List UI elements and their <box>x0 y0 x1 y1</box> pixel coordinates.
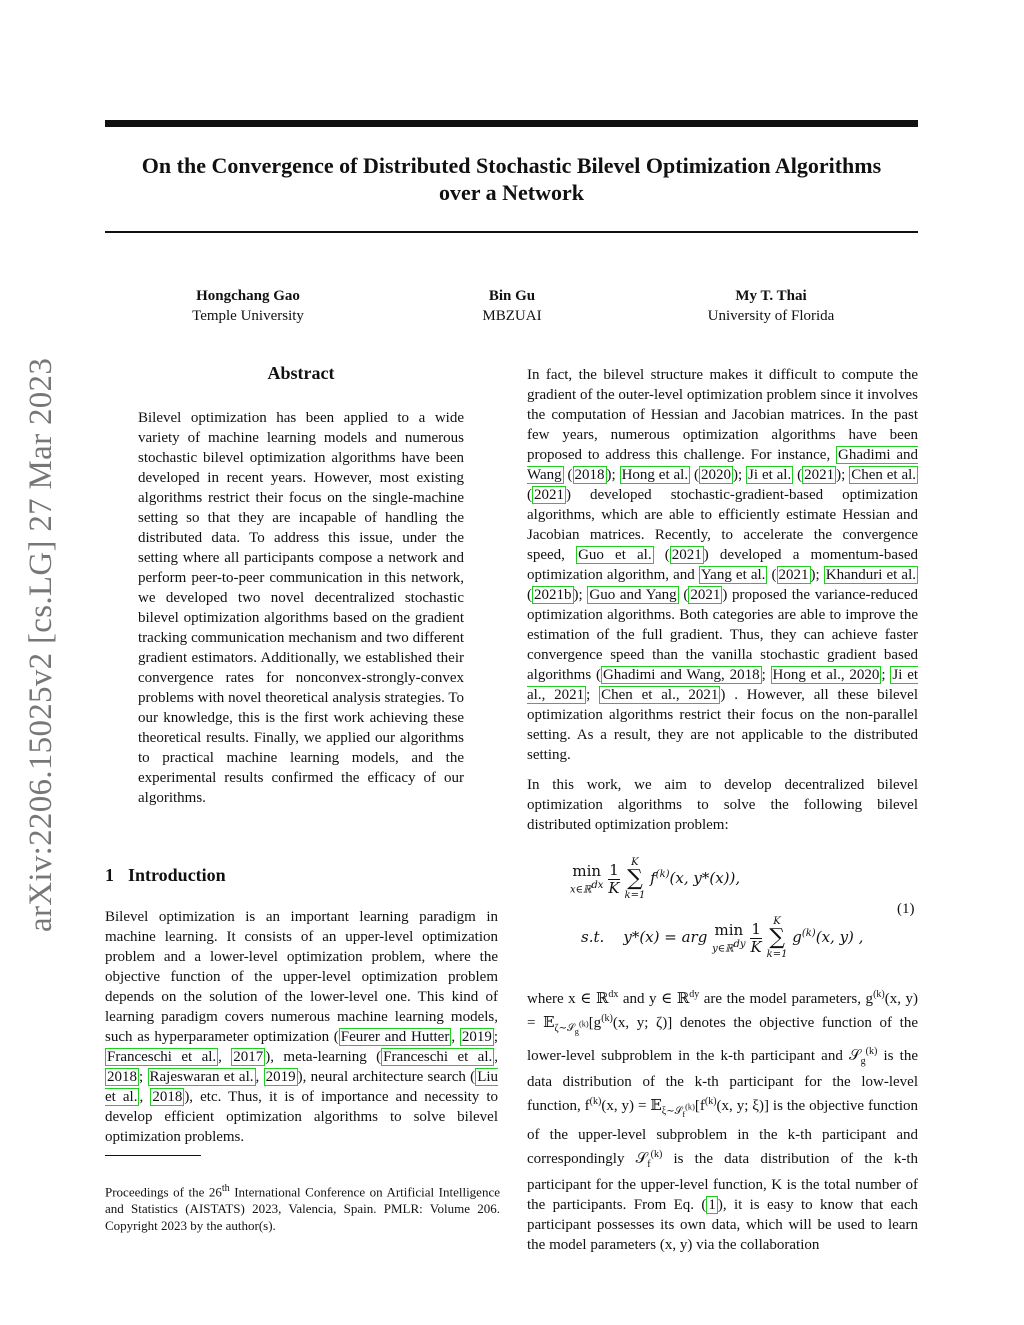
text-run: International Conference on Artificial Intelligence and Statistics (AISTATS) 2023, Valencia, Spain. PMLR: Volume 206. Copyright 2023 by the author(s). <box>105 1184 500 1234</box>
min-subscript: x∈ℝ <box>570 884 592 896</box>
right-paragraph-1: In fact, the bilevel structure makes it difficult to compute the gradient of the outer-level optimization problem since it involves the computation of Hessian and Jacobian matrices. In the past few years, numerous optimization algorithms have been proposed to address this challenge. For instance, Ghadimi and Wang ( 2018 ); Hong et al. ( 2020 ); Ji et al. ( 2021 ); Chen et al. ( 2021 ) developed stochastic-gradient-based optimization algorithms, which are able to efficiently estimate Hessian and Jacobian matrices. Recently, to accelerate the convergence speed, Guo et al. ( 2021 ) developed a momentum-based optimization algorithm, and Yang et al. ( 2021 ); Khanduri et al. ( 2021b ); Guo and Yang ( 2021 ) proposed the variance-reduced optimization algorithms. Both categories are able to improve the estimation of the full gradient. Thus, they can achieve faster convergence speed than the vanilla stochastic gradient based algorithms ( Ghadimi and Wang, 2018 ; Hong et al., 2020 ; Ji et al., 2021 ; Chen et al., 2021 ) . However, all these bilevel optimization algorithms restrict their focus on the non-parallel setting. As a result, they are not applicable to the distributed setting. <box>527 367 919 763</box>
author-name: Hongchang Gao <box>196 288 300 304</box>
citation-link[interactable]: Chen et al., 2021 <box>601 687 719 703</box>
text-run: (x, y) = 𝔼 <box>601 1098 662 1114</box>
citation-link[interactable]: Franceschi et al. <box>107 1049 217 1065</box>
subscript: f <box>647 1159 651 1170</box>
author-3 <box>691 286 851 326</box>
citation-link[interactable]: 2018 <box>152 1089 183 1105</box>
superscript: (k) <box>704 1096 717 1107</box>
citation-link[interactable]: Liu et al. <box>105 1069 499 1105</box>
sum-upper: K <box>773 916 781 927</box>
equation-number: (1) <box>897 901 915 917</box>
superscript: (k) <box>865 1046 878 1057</box>
min-label: min <box>572 862 602 881</box>
g-args: (x, y) , <box>815 928 864 946</box>
k-exponent: (k) <box>655 869 670 880</box>
subscript: g <box>860 1056 866 1067</box>
citation-link[interactable]: 2021 <box>778 567 809 583</box>
paper-title <box>105 152 918 206</box>
title-top-rule <box>105 120 918 127</box>
superscript: dx <box>608 989 619 1000</box>
equation-ref-link[interactable]: 1 <box>708 1197 716 1213</box>
author-affiliation: Temple University <box>192 308 304 324</box>
citation-link[interactable]: Feurer and Hutter <box>340 1029 450 1045</box>
dim-y: dy <box>733 939 746 951</box>
fraction <box>608 862 620 897</box>
citation-link[interactable]: 2021 <box>690 587 721 603</box>
section-number: 1 <box>105 865 114 885</box>
abstract-text: Bilevel optimization has been applied to a wide variety of machine learning models and numerous stochastic bilevel optimization algorithms have been developed in recent years. However, most existing algorithms restrict their focus on the single-machine setting so that they are incapable of handling the distributed data. To address this issue, under the setting where all participants compose a network and perform peer-to-peer communication in this network, we developed two novel decentralized stochastic bilevel optimization algorithms based on the gradient tracking communication mechanism and two different gradient estimators. Additionally, we established their convergence rates for nonconvex-strongly-convex problems with novel theoretical analysis strategies. To our knowledge, this is the first work achieving these theoretical results. Finally, we applied our algorithms to practical machine learning models, and the experimental results confirmed the efficacy of our algorithms. <box>138 410 464 806</box>
sum-operator <box>625 857 646 901</box>
text-run: ) developed stochastic-gradient-based optimization algorithms, which are able to efficiently estimate Hessian and Jacobian matrices. Recently, to accelerate the convergence speed, <box>527 487 918 563</box>
citation-link[interactable]: Ghadimi and Wang, 2018 <box>602 667 760 683</box>
citation-link[interactable]: Khanduri et al. <box>825 567 916 583</box>
text-run: (x, y; ξ)] is the objective function of the upper-level subproblem in the k-th participant and correspondingly 𝒮 <box>527 1098 919 1167</box>
text-run: ) developed a momentum-based optimization algorithm, and <box>527 547 918 583</box>
min-subscript: y∈ℝ <box>712 943 734 955</box>
text-run: (x, y) = 𝔼 <box>527 991 919 1031</box>
g-term: g <box>792 928 802 946</box>
title-bottom-rule <box>105 231 918 233</box>
denominator: K <box>750 937 762 956</box>
citation-link[interactable]: 2019 <box>265 1069 296 1085</box>
equation-line-2 <box>581 916 863 960</box>
citation-link[interactable]: Ji et al., 2021 <box>527 667 919 703</box>
min-operator <box>570 862 603 895</box>
citation-link[interactable]: Chen et al. <box>851 467 917 483</box>
citation-link[interactable]: 2021b <box>534 587 572 603</box>
citation-link[interactable]: 2021 <box>534 487 564 503</box>
title-line-2: over a Network <box>439 180 584 205</box>
sum-symbol: ∑ <box>627 866 643 891</box>
text-run: ), it is easy to know that each participant possesses its own data, which will be used to learn the model parameters (x, y) via the collaboration <box>527 1197 918 1253</box>
min-operator <box>712 921 745 954</box>
k-exponent: (k) <box>801 928 816 939</box>
citation-link[interactable]: 2018 <box>107 1069 137 1085</box>
sum-lower: k=1 <box>766 949 788 960</box>
arxiv-sidebar-id: arXiv:2206.15025v2 [cs.LG] 27 Mar 2023 <box>23 357 59 932</box>
citation-link[interactable]: 2019 <box>461 1029 492 1045</box>
citation-link[interactable]: Ghadimi and Wang <box>527 447 919 483</box>
superscript: th <box>221 1183 230 1194</box>
footnote <box>105 1180 500 1234</box>
author-affiliation: MBZUAI <box>482 308 542 324</box>
text-run: (x, y; ζ)] denotes the objective function of the lower-level subproblem in the k-th participant and 𝒮 <box>527 1015 918 1064</box>
section-heading <box>105 865 226 886</box>
fraction <box>750 921 762 956</box>
text-run: [g <box>588 1015 602 1031</box>
superscript: (k) <box>873 989 885 1000</box>
citation-link[interactable]: Franceschi et al. <box>383 1049 493 1065</box>
author-name: My T. Thai <box>735 288 807 304</box>
text-run: are the model parameters, g <box>699 991 874 1007</box>
text-run: and y ∈ ℝ <box>618 991 690 1007</box>
y-star: y*(x) = arg <box>623 928 708 946</box>
f-args: (x, y*(x)), <box>669 869 741 887</box>
citation-link[interactable]: 2020 <box>700 467 731 483</box>
text-run: ) proposed the variance-reduced optimization algorithms. Both categories are able to improve the estimation of the full gradient. Thus, they can achieve faster convergence speed than the vanilla stochastic gradient based algorithms ( <box>527 587 918 683</box>
sum-lower: k=1 <box>624 890 646 901</box>
title-line-1: On the Convergence of Distributed Stochastic Bilevel Optimization Algorithms <box>141 153 882 178</box>
text-run: where x ∈ ℝ <box>527 991 609 1007</box>
citation-link[interactable]: 2017 <box>233 1049 264 1065</box>
citation-link[interactable]: Guo and Yang <box>589 587 677 603</box>
citation-link[interactable]: Yang et al. <box>700 567 766 583</box>
text-run: ), meta-learning ( <box>265 1049 382 1065</box>
text-run: Bilevel optimization is an important learning paradigm in machine learning. It consists of an upper-level optimization problem and a lower-level optimization problem, where the objective function of the upper-level optimization problem depends on the solution of the lower-level one. This kind of learning paradigm covers numerous machine learning models, such as hyperparameter optimization ( <box>105 909 498 1045</box>
sum-upper: K <box>631 857 639 868</box>
footnote-rule <box>105 1155 201 1156</box>
superscript: (k) <box>589 1096 602 1107</box>
right-paragraph-3 <box>527 985 918 1255</box>
numerator: 1 <box>751 919 761 938</box>
text-run: Proceedings of the 26 <box>105 1184 222 1200</box>
such-that: s.t. <box>581 928 605 946</box>
citation-link[interactable]: Hong et al., 2020 <box>772 667 880 683</box>
sum-operator <box>767 916 788 960</box>
superscript: (k) <box>601 1013 613 1024</box>
intro-paragraph: Bilevel optimization is an important learning paradigm in machine learning. It consists of an upper-level optimization problem and a lower-level optimization problem, where the objective function of the upper-level optimization problem depends on the solution of the lower-level one. This kind of learning paradigm covers numerous machine learning models, such as hyperparameter optimization ( Feurer and Hutter , 2019 ; Franceschi et al. , 2017 ), meta-learning ( Franceschi et al. , 2018 ; Rajeswaran et al. , 2019 ), neural architecture search ( Liu et al. , 2018 ), etc. Thus, it is of importance and necessity to develop efficient optimization algorithms to solve bilevel optimization problems. <box>105 909 499 1145</box>
sum-symbol: ∑ <box>769 925 785 950</box>
dim-x: dx <box>591 880 604 892</box>
min-label: min <box>714 921 744 940</box>
text-run: [f <box>694 1098 705 1114</box>
numerator: 1 <box>609 860 619 879</box>
citation-link[interactable]: Rajeswaran et al. <box>149 1069 254 1085</box>
author-1 <box>168 286 328 326</box>
text-run: ), etc. Thus, it is of importance and necessity to develop efficient optimization algorithms to solve bilevel optimization problems. <box>105 1089 499 1145</box>
text-run: is the data distribution of the k-th participant for the upper-level function, K is the total number of the participants. From Eq. ( <box>527 1151 919 1213</box>
text-run: ), neural architecture search ( <box>297 1069 476 1085</box>
section-title: Introduction <box>128 865 226 885</box>
author-2 <box>452 286 572 326</box>
text-run: is the data distribution of the k-th participant for the low-level function, f <box>527 1048 918 1114</box>
denominator: K <box>608 878 620 897</box>
author-affiliation: University of Florida <box>707 308 835 324</box>
citation-link[interactable]: 2021 <box>804 467 835 483</box>
citation-link[interactable]: 2021 <box>671 547 702 563</box>
equation-line-1 <box>570 857 740 901</box>
citation-link[interactable]: Guo et al. <box>578 547 652 563</box>
subscript: ζ∼𝒮g(k) <box>554 1019 589 1036</box>
f-term: f <box>650 869 656 887</box>
citation-link[interactable]: Hong et al. <box>621 467 689 483</box>
author-name: Bin Gu <box>488 288 536 304</box>
citation-link[interactable]: 2018 <box>574 467 605 483</box>
right-paragraph-2: In this work, we aim to develop decentralized bilevel optimization algorithms to solve the following bilevel distributed optimization problem: <box>527 777 918 833</box>
abstract-heading: Abstract <box>267 363 335 383</box>
superscript: (k) <box>650 1149 663 1160</box>
subscript: ξ∼𝒮f(k) <box>661 1102 695 1119</box>
citation-link[interactable]: Ji et al. <box>748 467 792 483</box>
superscript: dy <box>689 989 700 1000</box>
text-run: ) . However, all these bilevel optimization algorithms restrict their focus on the non-parallel setting. As a result, they are not applicable to the distributed setting. <box>527 687 918 763</box>
text-run: In fact, the bilevel structure makes it difficult to compute the gradient of the outer-level optimization problem since it involves the computation of Hessian and Jacobian matrices. In the past few years, numerous optimization algorithms have been proposed to address this challenge. For instance, <box>527 367 918 463</box>
